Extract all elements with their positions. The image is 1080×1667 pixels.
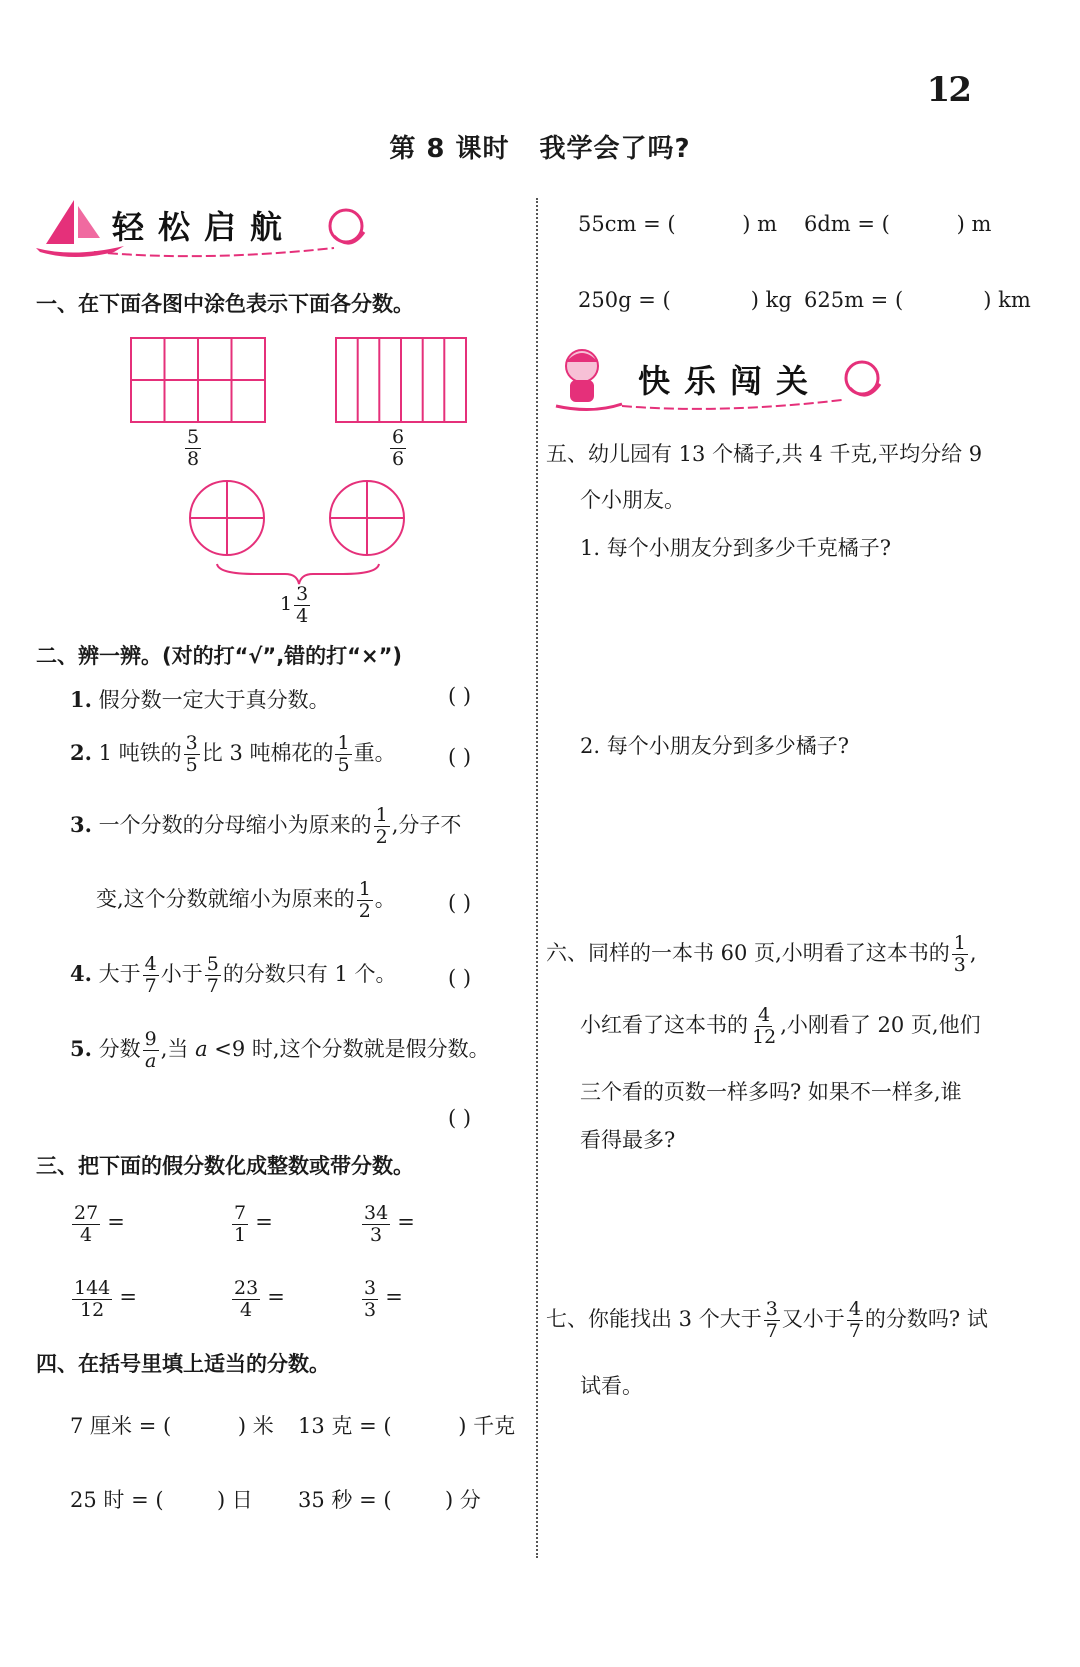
s2-q2: 2. 1 吨铁的 $\frac{3}{5}$ 比 3 吨棉花的 $\frac{1}{5}$ 重。 xyxy=(70,732,396,776)
banner-kuaile xyxy=(552,342,892,418)
fraction-6-6: $\frac{6}{6}$ xyxy=(392,426,405,470)
banner-qingsong-text: 轻松启航 xyxy=(112,208,297,246)
s3-item-2: $\frac{7}{1}$ = xyxy=(234,1202,273,1246)
s2-q5-answer[interactable]: ( ) xyxy=(448,1106,472,1130)
s4-item-g[interactable]: 13 克 = ( ) 千克 xyxy=(298,1414,516,1438)
s4-item-250g[interactable]: 250g = ( ) kg xyxy=(578,288,792,312)
s2-q1: 1. 假分数一定大于真分数。 xyxy=(70,687,330,712)
s4-item-hour[interactable]: 25 时 = ( ) 日 xyxy=(70,1488,253,1512)
s2-q4-answer[interactable]: ( ) xyxy=(448,966,472,990)
s5-q1: 1. 每个小朋友分到多少千克橘子? xyxy=(580,536,891,560)
s5-heading: 五、幼儿园有 13 个橘子,共 4 千克,平均分给 9 xyxy=(546,442,983,466)
s3-item-1: $\frac{27}{4}$ = xyxy=(74,1202,125,1246)
page-title xyxy=(0,128,1080,165)
s2-q2-answer[interactable]: ( ) xyxy=(448,745,472,769)
s4-item-cm[interactable]: 7 厘米 = ( ) 米 xyxy=(70,1414,274,1438)
s7-line1: 七、你能找出 3 个大于 $\frac{3}{7}$ 又小于 $\frac{4}{7}$ 的分数吗? 试 xyxy=(546,1298,988,1342)
banner-kuaile-text: 快乐闯关 xyxy=(638,362,823,400)
column-divider xyxy=(536,198,538,1558)
s4-item-sec[interactable]: 35 秒 = ( ) 分 xyxy=(298,1488,481,1512)
s2-q3-line2: 变,这个分数就缩小为原来的 $\frac{1}{2}$ 。 xyxy=(96,878,396,922)
s4-item-625m[interactable]: 625m = ( ) km xyxy=(804,288,1031,312)
s3-item-5: $\frac{23}{4}$ = xyxy=(234,1277,285,1321)
s7-line2: 试看。 xyxy=(580,1374,643,1398)
fraction-1-3-4: 1 $\frac{3}{4}$ xyxy=(280,583,309,627)
s2-q4: 4. 大于 $\frac{4}{7}$ 小于 $\frac{5}{7}$ 的分数只有 1 个。 xyxy=(70,953,397,997)
s2-heading: 二、辨一辨。(对的打“√”,错的打“×”) xyxy=(36,644,402,668)
s4-item-6dm[interactable]: 6dm = ( ) m xyxy=(804,212,992,236)
s5-q2: 2. 每个小朋友分到多少橘子? xyxy=(580,734,849,758)
s4-heading: 四、在括号里填上适当的分数。 xyxy=(36,1352,330,1376)
s2-q3-line1: 3. 一个分数的分母缩小为原来的 $\frac{1}{2}$ ,分子不 xyxy=(70,804,462,848)
fraction-5-8: $\frac{5}{8}$ xyxy=(187,426,200,470)
page-number: 12 xyxy=(926,70,970,110)
lesson-topic: 我学会了吗? xyxy=(539,134,691,164)
lesson-label: 第 8 课时 xyxy=(389,134,510,164)
s6-line3: 三个看的页数一样多吗? 如果不一样多,谁 xyxy=(580,1080,962,1104)
banner-qingsong xyxy=(34,192,374,264)
s3-item-3: $\frac{34}{3}$ = xyxy=(364,1202,415,1246)
s1-heading: 一、在下面各图中涂色表示下面各分数。 xyxy=(36,292,414,316)
s3-item-6: $\frac{3}{3}$ = xyxy=(364,1277,403,1321)
s6-line4: 看得最多? xyxy=(580,1128,676,1152)
s6-line2: 小红看了这本书的 $\frac{4}{12}$ ,小刚看了 20 页,他们 xyxy=(580,1004,981,1048)
s2-q1-answer[interactable]: ( ) xyxy=(448,684,472,708)
s2-q5: 5. 分数 $\frac{9}{a}$ ,当 a <9 时,这个分数就是假分数。 xyxy=(70,1028,490,1072)
rect-grid-8 xyxy=(130,337,266,423)
s3-heading: 三、把下面的假分数化成整数或带分数。 xyxy=(36,1154,414,1178)
s5-heading-2: 个小朋友。 xyxy=(580,488,685,512)
s2-q3-answer[interactable]: ( ) xyxy=(448,891,472,915)
s3-item-4: $\frac{144}{12}$ = xyxy=(74,1277,137,1321)
rect-grid-6 xyxy=(335,337,467,423)
s4-item-55cm[interactable]: 55cm = ( ) m xyxy=(578,212,778,236)
circle-pair xyxy=(185,478,455,588)
s6-line1: 六、同样的一本书 60 页,小明看了这本书的 $\frac{1}{3}$ , xyxy=(546,932,977,976)
